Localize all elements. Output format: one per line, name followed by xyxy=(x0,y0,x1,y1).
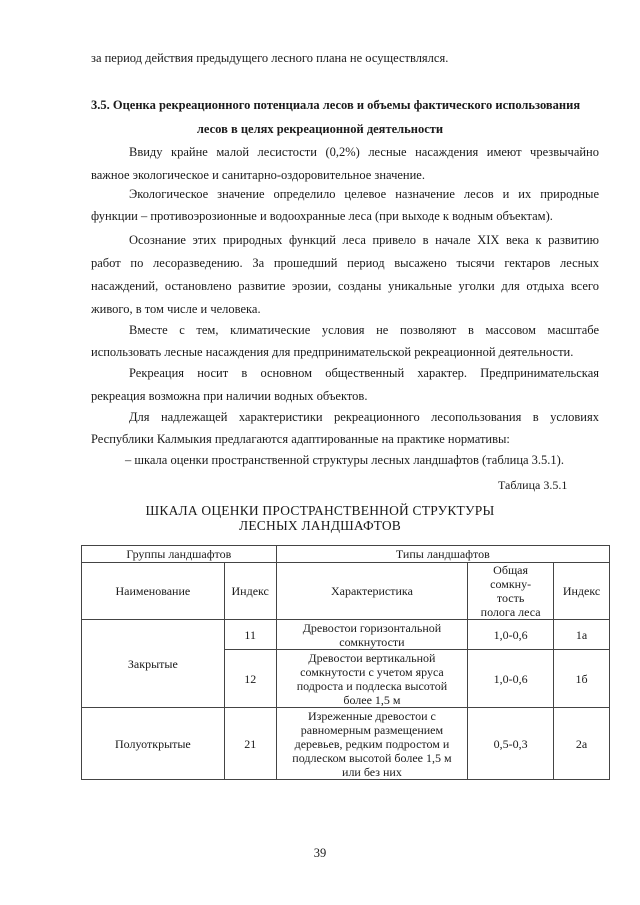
table-row xyxy=(82,708,610,780)
type-index-cell: 1б xyxy=(554,650,610,708)
paragraph-5-line-2: рекреация возможна при наличии водных объектов. xyxy=(91,389,368,403)
page-number: 39 xyxy=(313,846,327,860)
characteristic-line: более 1,5 м xyxy=(343,692,401,707)
characteristic-line: или без них xyxy=(342,764,402,779)
paragraph-1-line-1: Ввиду крайне малой лесистости (0,2%) лесные насаждения имеют чрезвычайно xyxy=(129,145,599,159)
type-index-cell: 1а xyxy=(554,620,610,650)
header-type-index: Индекс xyxy=(554,563,610,620)
characteristic-line: подлеском высотой более 1,5 м xyxy=(292,750,452,765)
characteristic-cell xyxy=(276,620,468,650)
header-group-index: Индекс xyxy=(224,563,276,620)
paragraph-3-line-1: Осознание этих природных функций леса привело в начале XIX века к развитию xyxy=(129,233,599,247)
paragraph-3-line-4: живого, в том числе и человека. xyxy=(91,302,261,316)
paragraph-5-line-1: Рекреация носит в основном общественный характер. Предпринимательская xyxy=(129,366,599,380)
table-header-row-1 xyxy=(82,546,610,563)
header-landscape-types: Типы ландшафтов xyxy=(276,546,609,563)
group-index-cell: 21 xyxy=(224,708,276,780)
characteristic-cell xyxy=(276,650,468,708)
carryover-line: за период действия предыдущего лесного плана не осуществлялся. xyxy=(91,51,449,65)
characteristic-line: равномерным размещением xyxy=(300,722,444,737)
paragraph-1-line-2: важное экологическое и санитарно-оздоровительное значение. xyxy=(91,168,425,182)
group-index-cell: 12 xyxy=(224,650,276,708)
paragraph-2-line-1: Экологическое значение определило целевое назначение лесов и их природные xyxy=(129,187,599,201)
table-row xyxy=(82,620,610,650)
characteristic-cell xyxy=(276,708,468,780)
paragraph-3-line-3: насаждений, остановлено развитие эрозии, созданы уникальные уголки для отдыха всего xyxy=(91,279,599,293)
section-heading-line-1: 3.5. Оценка рекреационного потенциала лесов и объемы фактического использования xyxy=(91,98,581,112)
density-cell: 1,0-0,6 xyxy=(468,620,554,650)
header-canopy-density-line-3: тость xyxy=(496,591,525,605)
paragraph-6-line-2: Республики Калмыкия предлагаются адаптированные на практике нормативы: xyxy=(91,432,510,446)
characteristic-line: деревьев, редким подростом и xyxy=(294,736,450,751)
table-title-line-1: ШКАЛА ОЦЕНКИ ПРОСТРАНСТВЕННОЙ СТРУКТУРЫ xyxy=(145,503,495,518)
characteristic-line: Древостои горизонтальной xyxy=(302,620,442,635)
density-cell: 0,5-0,3 xyxy=(468,708,554,780)
section-heading-line-2: лесов в целях рекреационной деятельности xyxy=(196,122,444,136)
characteristic-line: подроста и подлеска высотой xyxy=(296,678,448,693)
paragraph-4-line-2: использовать лесные насаждения для предпринимательской рекреационной деятельности. xyxy=(91,345,574,359)
paragraph-4-line-1: Вместе с тем, климатические условия не позволяют в массовом масштабе xyxy=(129,323,599,337)
paragraph-3-line-2: работ по лесоразведению. За прошедший период высажено тысячи гектаров лесных xyxy=(91,256,599,270)
density-cell: 1,0-0,6 xyxy=(468,650,554,708)
header-name: Наименование xyxy=(82,563,225,620)
header-canopy-density-line-4: полога леса xyxy=(480,605,541,619)
group-name-semi-open: Полуоткрытые xyxy=(82,708,225,780)
landscape-scale-table xyxy=(81,545,610,780)
characteristic-line: Древостои вертикальной xyxy=(308,650,436,665)
paragraph-6-line-1: Для надлежащей характеристики рекреационного лесопользования в условиях xyxy=(129,410,599,424)
header-canopy-density-line-2: сомкну- xyxy=(490,577,532,591)
header-landscape-groups: Группы ландшафтов xyxy=(82,546,277,563)
header-canopy-density-line-1: Общая xyxy=(493,563,529,577)
paragraph-7-line-1: – шкала оценки пространственной структуры лесных ландшафтов (таблица 3.5.1). xyxy=(125,453,564,467)
type-index-cell: 2а xyxy=(554,708,610,780)
group-name-closed: Закрытые xyxy=(82,620,225,708)
characteristic-line: сомкнутости с учетом яруса xyxy=(300,664,444,679)
paragraph-2-line-2: функции – противоэрозионные и водоохранные леса (при выходе к водным объектам). xyxy=(91,209,553,223)
table-label: Таблица 3.5.1 xyxy=(498,478,568,492)
header-characteristic: Характеристика xyxy=(276,563,468,620)
characteristic-line: Изреженные древостои с xyxy=(307,708,436,723)
group-index-cell: 11 xyxy=(224,620,276,650)
table-header-row-2 xyxy=(82,563,610,620)
header-canopy-density xyxy=(468,563,554,620)
table-title-line-2: ЛЕСНЫХ ЛАНДШАФТОВ xyxy=(239,518,401,533)
characteristic-line: сомкнутости xyxy=(339,634,405,649)
